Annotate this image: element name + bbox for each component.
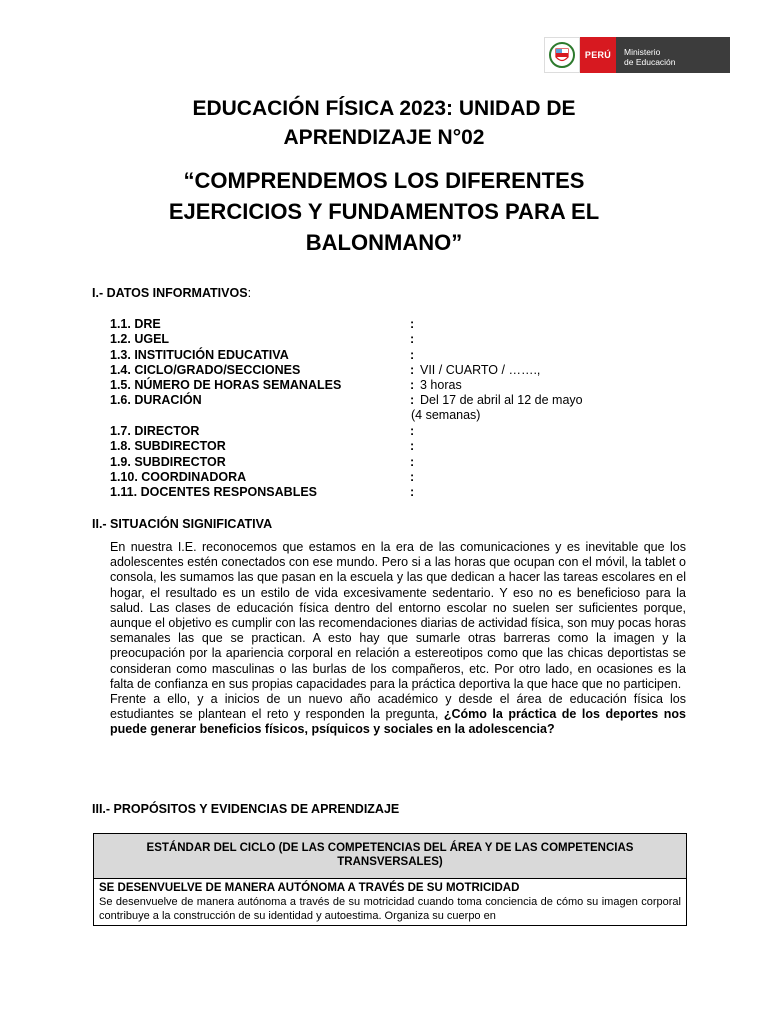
standard-table-header: ESTÁNDAR DEL CICLO (DE LAS COMPETENCIAS DEL ÁREA Y DE LAS COMPETENCIAS TRANSVERSALES): [94, 834, 686, 879]
document-title: EDUCACIÓN FÍSICA 2023: UNIDAD DE APRENDIZAJE N°02: [192, 97, 576, 149]
standard-table: [93, 833, 687, 926]
situation-text: [110, 540, 686, 738]
minedu-logo: [544, 37, 730, 73]
section-heading-situacion: II.- SITUACIÓN SIGNIFICATIVA: [92, 517, 273, 531]
competency-description: Se desenvuelve de manera autónoma a través de su motricidad cuando toma conciencia de cómo su imagen corporal contribuye a la construcción de su identidad y autoestima. Organiza su cuerpo en: [99, 896, 681, 922]
ministry-name: Ministerio de Educación: [616, 37, 730, 73]
guiding-question: ¿Cómo la práctica de los deportes nos puede generar beneficios físicos, psíquicos y sociales en la adolescencia?: [110, 707, 686, 737]
situation-paragraph: En nuestra I.E. reconocemos que estamos en la era de las comunicaciones y es inevitable que los adolescentes estén conectados con ese mundo. Pero si a las horas que ocupan con el móvil, la tablet o consola, les sumamos las que pasan en la escuela y las que dedican a hacer las tareas escolares en el hogar, el resultado es un estilo de vida excesivamente sedentario. Y eso no es beneficioso para la salud. Las clases de educación física dentro del entorno escolar no suelen ser suficientes porque, aunque el objetivo es cumplir con las recomendaciones diarias de actividad física, son muy pocas horas semanales las que se practican. A esto hay que sumarle otras barreras como la imagen y la preocupación por la apariencia corporal en relación a estereotipos como que las chicas deportistas se consideran como masculinas o las burlas de los compañeros, etc. Por otro lado, en ocasiones es la falta de confianza en sus propias capacidades para la práctica deportiva la que hace que no participen.: [110, 540, 687, 691]
peru-coat-of-arms-icon: [544, 37, 580, 73]
competency-title: SE DESENVUELVE DE MANERA AUTÓNOMA A TRAVÉS DE SU MOTRICIDAD: [99, 882, 520, 894]
standard-table-body: [94, 879, 686, 925]
section-heading-datos: I.- DATOS INFORMATIVOS:: [92, 286, 252, 300]
situation-paragraph: Frente a ello, y a inicios de un nuevo año académico y desde el área de educación física los estudiantes se plantean el reto y responden la pregunta, ¿Cómo la práctica de los deportes nos puede generar beneficios físicos, psíquicos y sociales en la adolescencia?: [110, 692, 686, 737]
section-heading-propositos: III.- PROPÓSITOS Y EVIDENCIAS DE APRENDIZAJE: [92, 802, 400, 816]
peru-label: PERÚ: [580, 37, 616, 73]
unit-title: “COMPRENDEMOS LOS DIFERENTES EJERCICIOS Y FUNDAMENTOS PARA EL BALONMANO”: [168, 168, 600, 255]
